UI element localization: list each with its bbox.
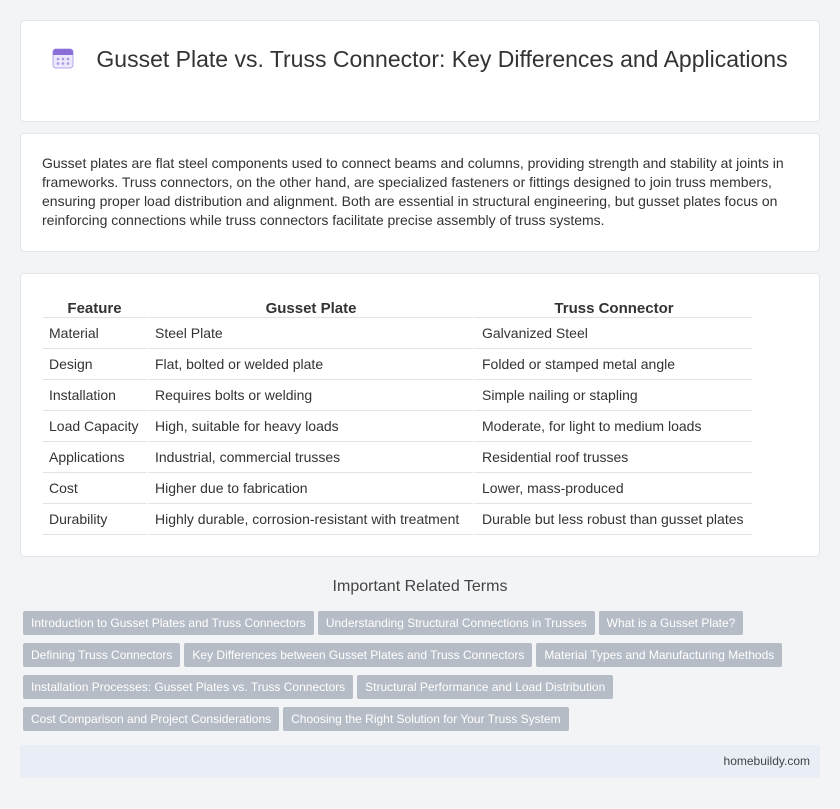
header-feature: Feature: [43, 296, 146, 318]
feature-cell: Load Capacity: [43, 411, 146, 442]
truss-cell: Residential roof trusses: [473, 442, 752, 473]
related-term-tag[interactable]: Defining Truss Connectors: [23, 643, 180, 667]
title-card: [20, 20, 820, 122]
gusset-cell: Industrial, commercial trusses: [146, 442, 473, 473]
related-term-tag[interactable]: Key Differences between Gusset Plates and Truss Connectors: [184, 643, 532, 667]
related-term-tag[interactable]: Structural Performance and Load Distribution: [357, 675, 613, 699]
related-term-tag[interactable]: Choosing the Right Solution for Your Truss System: [283, 707, 568, 731]
related-terms-tags: [23, 611, 803, 739]
related-term-tag[interactable]: Introduction to Gusset Plates and Truss Connectors: [23, 611, 314, 635]
calendar-icon: [52, 47, 74, 69]
feature-cell: Material: [43, 318, 146, 349]
table-row: [43, 349, 752, 380]
related-term-tag[interactable]: Understanding Structural Connections in Trusses: [318, 611, 595, 635]
comparison-table: [43, 296, 752, 535]
truss-cell: Simple nailing or stapling: [473, 380, 752, 411]
feature-cell: Applications: [43, 442, 146, 473]
related-term-tag[interactable]: Material Types and Manufacturing Methods: [536, 643, 782, 667]
page-title: Gusset Plate vs. Truss Connector: Key Differences and Applications: [96, 46, 788, 72]
table-row: [43, 473, 752, 504]
tag-row: [23, 611, 803, 643]
header-truss-connector: Truss Connector: [473, 296, 752, 318]
gusset-cell: High, suitable for heavy loads: [146, 411, 473, 442]
intro-card: [20, 133, 820, 252]
tag-row: [23, 675, 803, 707]
gusset-cell: Steel Plate: [146, 318, 473, 349]
table-row: [43, 442, 752, 473]
footer-bar: [20, 745, 820, 778]
gusset-cell: Highly durable, corrosion-resistant with treatment: [146, 504, 473, 535]
table-row: [43, 411, 752, 442]
truss-cell: Durable but less robust than gusset plates: [473, 504, 752, 535]
related-term-tag[interactable]: Installation Processes: Gusset Plates vs. Truss Connectors: [23, 675, 353, 699]
gusset-cell: Higher due to fabrication: [146, 473, 473, 504]
comparison-table-card: [20, 273, 820, 557]
gusset-cell: Flat, bolted or welded plate: [146, 349, 473, 380]
table-row: [43, 504, 752, 535]
truss-cell: Moderate, for light to medium loads: [473, 411, 752, 442]
tag-row: [23, 643, 803, 675]
truss-cell: Folded or stamped metal angle: [473, 349, 752, 380]
truss-cell: Galvanized Steel: [473, 318, 752, 349]
intro-paragraph: Gusset plates are flat steel components used to connect beams and columns, providing strength and stability at joints in frameworks. Truss connectors, on the other hand, are specialized fasteners or fittings designed to join truss members, ensuring proper load distribution and alignment. Both are essential in structural engineering, but gusset plates focus on reinforcing connections while truss connectors facilitate precise assembly of truss systems.: [42, 155, 784, 228]
related-term-tag[interactable]: What is a Gusset Plate?: [599, 611, 744, 635]
footer-site-link[interactable]: homebuildy.com: [723, 754, 810, 768]
page-title-wrap: [21, 45, 819, 74]
feature-cell: Installation: [43, 380, 146, 411]
table-row: [43, 380, 752, 411]
truss-cell: Lower, mass-produced: [473, 473, 752, 504]
feature-cell: Cost: [43, 473, 146, 504]
feature-cell: Design: [43, 349, 146, 380]
related-term-tag[interactable]: Cost Comparison and Project Considerations: [23, 707, 279, 731]
gusset-cell: Requires bolts or welding: [146, 380, 473, 411]
table-row: [43, 318, 752, 349]
tag-row: [23, 707, 803, 739]
table-header-row: [43, 296, 752, 318]
header-gusset-plate: Gusset Plate: [146, 296, 473, 318]
related-terms-heading: Important Related Terms: [332, 578, 508, 595]
feature-cell: Durability: [43, 504, 146, 535]
